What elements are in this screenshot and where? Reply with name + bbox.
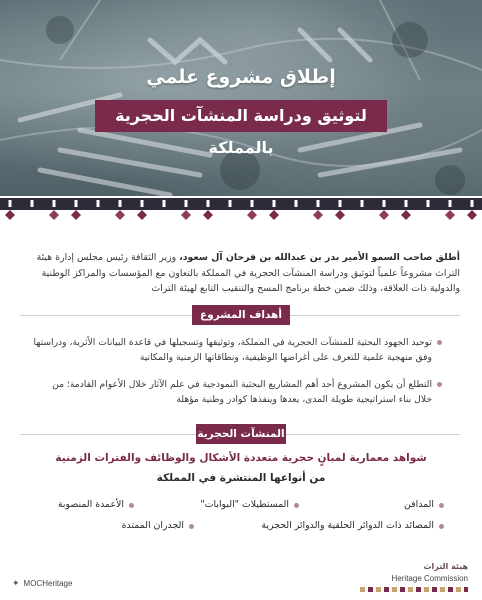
structure-type-label: المصائد ذات الدوائر الحلقية والدوائر الحجرية (261, 520, 434, 531)
goal-item (32, 377, 442, 407)
goals-heading: أهداف المشروع (192, 305, 290, 325)
pattern-tick (383, 200, 386, 207)
pattern-tick (317, 200, 320, 207)
pattern-tick (295, 200, 298, 207)
structures-subtitle: من أنواعها المنتشرة في المملكة (156, 472, 326, 484)
logo-bead (384, 587, 389, 592)
intro-text: وزير الثقافة رئيس مجلس إدارة هيئة التراث مشروعاً علمياً لتوثيق ودراسة المنشآت الحجرية في المملكة بالتعاون مع المؤسسات والمراكز الوطنية والدولية ذات العلاقة، وذلك ضمن خطة برنامج المسح والتنقيب التابع لهيئة التراث (36, 252, 460, 294)
hero-title: إطلاق مشروع علمي (146, 66, 336, 88)
structure-type-item (404, 498, 444, 512)
bullet-dot-icon (437, 382, 442, 387)
bullet-dot-icon (189, 524, 194, 529)
bullet-dot-icon (294, 503, 299, 508)
structures-title: شواهد معمارية لمبانٍ حجرية متعددة الأشكال والوظائف والفترات الزمنية (55, 452, 427, 464)
pattern-tick (361, 200, 364, 207)
logo-bead (424, 587, 429, 592)
logo-bead (408, 587, 413, 592)
pattern-tick (427, 200, 430, 207)
structure-type-label: الأعمدة المنصوبة (57, 499, 124, 510)
structure-type-item (58, 498, 134, 512)
intro-bold-text: أطلق صاحب السمو الأمير بدر بن عبدالله بن فرحان آل سعود، (179, 252, 460, 263)
logo-bead (464, 587, 468, 592)
logo-bead (432, 587, 437, 592)
pattern-tick (163, 200, 166, 207)
pattern-tick (75, 200, 78, 207)
logo-bead (456, 587, 461, 592)
goal-item-text: توحيد الجهود البحثية للمنشآت الحجرية في المملكة، وتوثيقها وتسجيلها في قاعدة البيانات الأثرية، ودراستها وفق منهجية علمية للتعرف على أغراضها الوظيفية، ونطاقاتها الزمنية والمكانية (33, 337, 432, 363)
pattern-tick (185, 200, 188, 207)
aerial-desert-image (0, 0, 482, 198)
logo-bead (392, 587, 397, 592)
goals-list (32, 335, 442, 419)
pattern-tick (273, 200, 276, 207)
pattern-tick (97, 200, 100, 207)
structure-type-item (200, 498, 299, 512)
structure-type-label: المدافن (403, 499, 434, 510)
goal-item (32, 335, 442, 365)
pattern-tick (471, 200, 474, 207)
pattern-tick (119, 200, 122, 207)
structures-heading-row (0, 424, 482, 444)
logo-bead (368, 587, 373, 592)
pattern-tick (339, 200, 342, 207)
twitter-handle[interactable] (12, 578, 72, 589)
pattern-tick (251, 200, 254, 207)
pattern-tick (449, 200, 452, 207)
pattern-tick (31, 200, 34, 207)
hero-banner (0, 0, 482, 198)
structure-type-label: المستطيلات "البوابات" (200, 499, 289, 510)
hero-subtitle-banner: لتوثيق ودراسة المنشآت الحجرية بالمملكة (95, 100, 387, 132)
bullet-dot-icon (439, 503, 444, 508)
structures-heading: المنشآت الحجرية (196, 424, 286, 444)
structure-type-item (261, 519, 444, 533)
logo-bead (360, 587, 365, 592)
structure-type-item (122, 519, 194, 533)
logo-bead (416, 587, 421, 592)
bullet-dot-icon (437, 340, 442, 345)
twitter-handle-text: MOCHeritage (23, 579, 73, 588)
goals-heading-row (0, 305, 482, 325)
decorative-pattern-strip (0, 196, 482, 228)
logo-english-text: Heritage Commission (391, 574, 468, 583)
intro-paragraph (20, 250, 460, 297)
pattern-tick (405, 200, 408, 207)
pattern-tick (9, 200, 12, 207)
logo-arabic-text: هيئة التراث (423, 562, 468, 571)
twitter-bird-icon: ✦ (12, 578, 20, 588)
logo-pattern-icon (356, 586, 468, 594)
logo-bead (400, 587, 405, 592)
logo-bead (448, 587, 453, 592)
logo-bead (440, 587, 445, 592)
pattern-tick (207, 200, 210, 207)
pattern-tick (53, 200, 56, 207)
pattern-tick (229, 200, 232, 207)
heritage-commission-logo (356, 562, 468, 596)
bullet-dot-icon (439, 524, 444, 529)
logo-bead (376, 587, 381, 592)
structure-type-label: الجدران الممتدة (121, 520, 184, 531)
pattern-tick (141, 200, 144, 207)
goal-item-text: التطلع أن يكون المشروع أحد أهم المشاريع البحثية النموذجية في علم الآثار خلال الأعوام القادمة؛ من خلال بناء استراتيجية طويلة المدى، يعدها وينفذها كوادر وطنية مؤهلة (52, 379, 432, 405)
bullet-dot-icon (129, 503, 134, 508)
